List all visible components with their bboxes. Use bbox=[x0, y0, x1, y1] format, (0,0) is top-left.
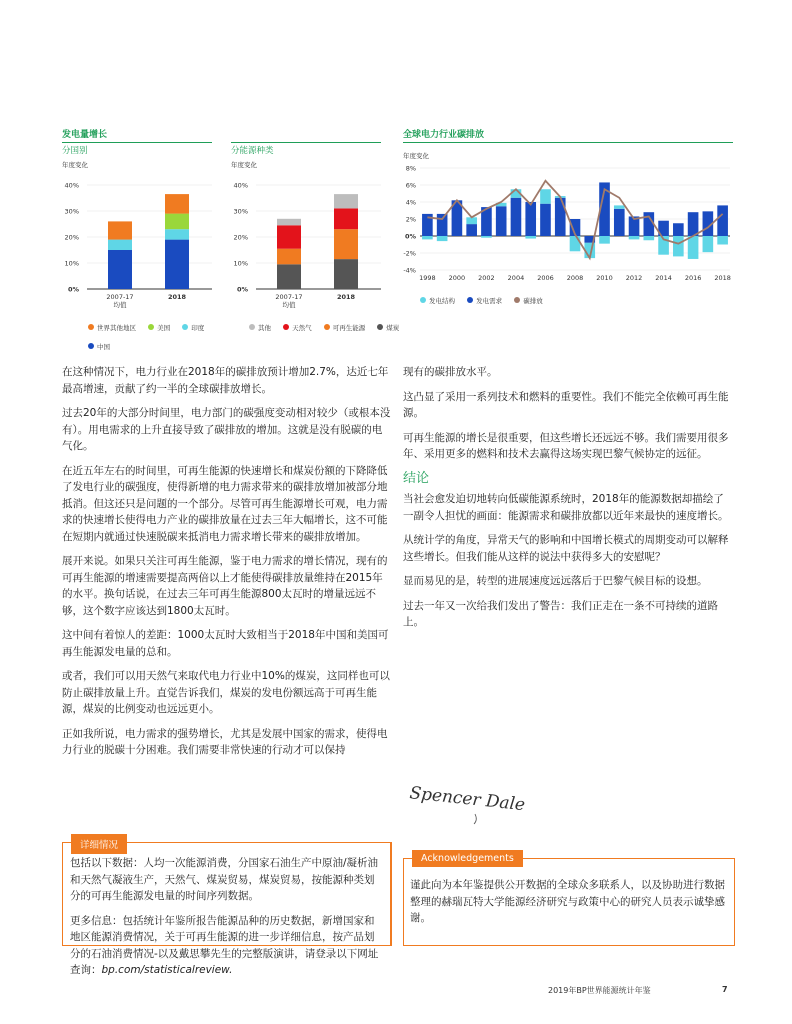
x-tick-label: 2007-17 bbox=[106, 293, 134, 301]
bar-segment bbox=[277, 219, 301, 226]
bar-segment bbox=[277, 225, 301, 248]
demand-bar bbox=[673, 223, 684, 236]
demand-bar bbox=[525, 202, 536, 236]
x-tick-label: 2012 bbox=[625, 274, 643, 282]
bar-segment bbox=[108, 250, 132, 289]
bar-segment bbox=[108, 221, 132, 239]
x-tick-label: 2008 bbox=[566, 274, 584, 282]
legend-item: 天然气 bbox=[283, 323, 312, 332]
legend-item: 美国 bbox=[148, 323, 170, 332]
country-legend bbox=[88, 315, 238, 353]
mix-bar bbox=[599, 236, 610, 244]
legend-swatch bbox=[514, 297, 520, 303]
mix-bar bbox=[570, 236, 581, 251]
mix-bar bbox=[703, 236, 714, 252]
details-paragraph: 更多信息：包括统计年鉴所报告能源品种的历史数据，新增国家和地区能源消费情况，关于可再生能源的进一步详细信息，按产品划分的石油消费情况-以及戴思攀先生的完整版演讲，请登录以下网址查询：bp.com/statisticalreview. bbox=[70, 914, 379, 976]
paragraph: 在近五年左右的时间里，可再生能源的快速增长和煤炭份额的下降降低了发电行业的碳强度，使得新增的电力需求带来的碳排放增加被部分地抵消。但这还只是问题的一个部分。尽管可再生能源增长可观，电力需求的快速增长使得电力产业的碳排放量在过去三年大幅增长，这不可能在短期内就通过快速脱碳来抵消电力需求增长带来的碳排放增加。 bbox=[62, 464, 388, 543]
legend-swatch bbox=[249, 324, 255, 330]
mix-bar bbox=[525, 236, 536, 239]
paragraph: 这中间有着惊人的差距：1000太瓦时大致相当于2018年中国和美国可再生能源发电量的总和。 bbox=[62, 629, 389, 658]
y-tick-label: 0% bbox=[236, 285, 248, 294]
by-country-subtitle: 分国别 bbox=[62, 146, 88, 156]
page-number: 7 bbox=[722, 985, 728, 994]
y-tick-label: 30% bbox=[64, 207, 79, 216]
mix-bar bbox=[437, 236, 448, 241]
source-legend bbox=[249, 315, 409, 334]
demand-bar bbox=[511, 198, 522, 236]
left-column bbox=[62, 364, 392, 767]
bar-segment bbox=[334, 194, 358, 208]
mix-bar bbox=[643, 236, 654, 240]
y-tick-label: 20% bbox=[233, 233, 248, 242]
legend-swatch bbox=[467, 297, 473, 303]
bar-segment bbox=[334, 208, 358, 229]
divider bbox=[403, 142, 733, 143]
x-tick-label: 均值 bbox=[113, 301, 127, 309]
demand-bar bbox=[614, 209, 625, 236]
legend-item: 煤炭 bbox=[377, 323, 399, 332]
paragraph: 过去20年的大部分时间里，电力部门的碳强度变动相对较少（或根本没有）。用电需求的上升直接导致了碳排放的增加。这就是没有脱碳的电气化。 bbox=[62, 407, 391, 452]
demand-bar bbox=[555, 198, 566, 236]
review-link[interactable]: bp.com/statisticalreview. bbox=[101, 964, 233, 976]
y-tick-label: 40% bbox=[233, 181, 248, 190]
paragraph: 当社会愈发迫切地转向低碳能源系统时，2018年的能源数据却描绘了一副令人担忧的画面：能源需求和碳排放都以近年来最快的速度增长。 bbox=[403, 493, 729, 522]
legend-swatch bbox=[324, 324, 330, 330]
legend-swatch bbox=[377, 324, 383, 330]
paragraph: 从统计学的角度，异常天气的影响和中国增长模式的周期变动可以解释这些增长。但我们能从这样的说法中获得多大的安慰呢？ bbox=[403, 534, 729, 563]
legend-swatch bbox=[148, 324, 154, 330]
emissions-unit: 年度变化 bbox=[403, 152, 429, 160]
legend-item: 碳排放 bbox=[514, 296, 543, 305]
legend-swatch bbox=[88, 324, 94, 330]
y-tick-label: 10% bbox=[233, 259, 248, 268]
emissions-chart bbox=[398, 160, 738, 288]
ack-body: 谨此向为本年鉴提供公开数据的全球众多联系人，以及协助进行数据整理的赫瑞瓦特大学能源经济研究与政策中心的研究人员表示诚挚感谢。 bbox=[410, 879, 725, 924]
mix-bar bbox=[673, 236, 684, 256]
mix-bar bbox=[688, 236, 699, 259]
emissions-legend bbox=[420, 288, 620, 307]
legend-item: 其他 bbox=[249, 323, 271, 332]
growth-section-title: 发电量增长 bbox=[62, 130, 108, 140]
details-body bbox=[70, 855, 382, 987]
x-tick-label: 2004 bbox=[507, 274, 525, 282]
legend-swatch bbox=[182, 324, 188, 330]
mix-bar bbox=[717, 236, 728, 245]
paragraph: 展开来说。如果只关注可再生能源，鉴于电力需求的增长情况，现有的可再生能源的增速需要提高两倍以上才能使得碳排放量维持在2015年的水平。换句话说，在过去三年可再生能源800太瓦时的增量远远不够，这个数字应该达到1800太瓦时。 bbox=[62, 555, 388, 617]
x-tick-label: 2007-17 bbox=[275, 293, 303, 301]
signature-text: Spencer Dale bbox=[408, 783, 526, 816]
y-tick-label: 6% bbox=[405, 181, 416, 190]
bar-segment bbox=[334, 229, 358, 259]
x-tick-label: 2006 bbox=[537, 274, 554, 282]
signature bbox=[405, 772, 535, 832]
legend-item: 可再生能源 bbox=[324, 323, 366, 332]
by-source-unit: 年度变化 bbox=[231, 161, 257, 169]
legend-swatch bbox=[420, 297, 426, 303]
bar-segment bbox=[334, 259, 358, 289]
ack-tag: Acknowledgements bbox=[412, 850, 523, 867]
right-column bbox=[403, 364, 733, 639]
y-tick-label: 2% bbox=[405, 215, 416, 224]
mix-bar bbox=[614, 205, 625, 208]
y-tick-label: 20% bbox=[64, 233, 79, 242]
emissions-title: 全球电力行业碳排放 bbox=[403, 130, 485, 140]
y-tick-label: 30% bbox=[233, 207, 248, 216]
mix-bar bbox=[422, 236, 433, 239]
by-country-unit: 年度变化 bbox=[62, 161, 88, 169]
conclusion-heading: 结论 bbox=[403, 470, 430, 486]
x-tick-label: 2018 bbox=[714, 274, 731, 282]
paragraph: 可再生能源的增长是很重要，但这些增长还远远不够。我们需要用很多年、采用更多的燃料和技术去赢得这场实现巴黎气候协定的远征。 bbox=[403, 431, 729, 460]
legend-item: 印度 bbox=[182, 323, 204, 332]
bar-segment bbox=[277, 249, 301, 265]
demand-bar bbox=[496, 206, 507, 236]
x-tick-label: 2002 bbox=[478, 274, 495, 282]
bar-segment bbox=[165, 194, 189, 214]
legend-swatch bbox=[88, 343, 94, 349]
legend-swatch bbox=[283, 324, 289, 330]
by-source-subtitle: 分能源种类 bbox=[231, 146, 274, 156]
bar-segment bbox=[165, 229, 189, 239]
legend-item: 中国 bbox=[88, 342, 110, 351]
paragraph: 现有的碳排放水平。 bbox=[403, 366, 498, 378]
x-tick-label: 1998 bbox=[419, 274, 436, 282]
divider bbox=[231, 142, 381, 143]
demand-bar bbox=[437, 214, 448, 236]
mix-bar bbox=[629, 236, 640, 239]
legend-item: 发电结构 bbox=[420, 296, 455, 305]
x-tick-label: 2018 bbox=[167, 293, 187, 301]
bar-segment bbox=[108, 240, 132, 250]
country-growth-chart bbox=[55, 172, 225, 312]
details-tag: 详细情况 bbox=[71, 834, 127, 854]
y-tick-label: 40% bbox=[64, 181, 79, 190]
paragraph: 在这种情况下，电力行业在2018年的碳排放预计增加2.7%，达近七年最高增速，贡献了约一半的全球碳排放增长。 bbox=[62, 366, 389, 395]
y-tick-label: 0% bbox=[404, 232, 416, 241]
y-tick-label: 4% bbox=[405, 198, 416, 207]
y-tick-label: -4% bbox=[403, 266, 416, 275]
bar-segment bbox=[165, 214, 189, 230]
paragraph: 或者，我们可以用天然气来取代电力行业中10%的煤炭，这同样也可以防止碳排放量上升。直觉告诉我们，煤炭的发电份额远高于可再生能源，煤炭的比例变动也远远更小。 bbox=[62, 670, 390, 715]
y-tick-label: -2% bbox=[403, 249, 416, 258]
x-tick-label: 2000 bbox=[448, 274, 466, 282]
legend-item: 世界其他地区 bbox=[88, 323, 136, 332]
paragraph: 显而易见的是，转型的进展速度远远落后于巴黎气候目标的设想。 bbox=[403, 575, 708, 587]
demand-bar bbox=[717, 205, 728, 236]
x-tick-label: 2014 bbox=[655, 274, 672, 282]
y-tick-label: 0% bbox=[67, 285, 79, 294]
legend-item: 发电需求 bbox=[467, 296, 502, 305]
x-tick-label: 2016 bbox=[684, 274, 702, 282]
mix-bar bbox=[540, 189, 551, 203]
bar-segment bbox=[277, 264, 301, 289]
divider bbox=[62, 142, 212, 143]
demand-bar bbox=[466, 224, 477, 236]
paragraph: 这凸显了采用一系列技术和燃料的重要性。我们不能完全依赖可再生能源。 bbox=[403, 390, 729, 419]
demand-bar bbox=[688, 212, 699, 236]
paragraph: 正如我所说，电力需求的强势增长，尤其是发展中国家的需求，使得电力行业的脱碳十分困难。我们需要非常快速的行动才可以保持 bbox=[62, 727, 388, 756]
x-tick-label: 2010 bbox=[596, 274, 613, 282]
bar-segment bbox=[165, 240, 189, 289]
paragraph: 过去一年又一次给我们发出了警告：我们正走在一条不可持续的道路上。 bbox=[403, 599, 718, 628]
demand-bar bbox=[540, 204, 551, 236]
details-paragraph: 包括以下数据：人均一次能源消费，分国家石油生产中原油/凝析油和天然气凝液生产，天然气、煤炭贸易，煤炭贸易，按能源种类划分的可再生能源发电量的时间序列数据。 bbox=[70, 857, 379, 902]
signature-stroke bbox=[474, 814, 476, 824]
y-tick-label: 8% bbox=[405, 164, 416, 173]
x-tick-label: 均值 bbox=[282, 301, 296, 309]
x-tick-label: 2018 bbox=[336, 293, 356, 301]
footer-title: 2019年BP世界能源统计年鉴 bbox=[548, 986, 651, 995]
mix-bar bbox=[481, 236, 492, 238]
source-growth-chart bbox=[224, 172, 394, 312]
y-tick-label: 10% bbox=[64, 259, 79, 268]
